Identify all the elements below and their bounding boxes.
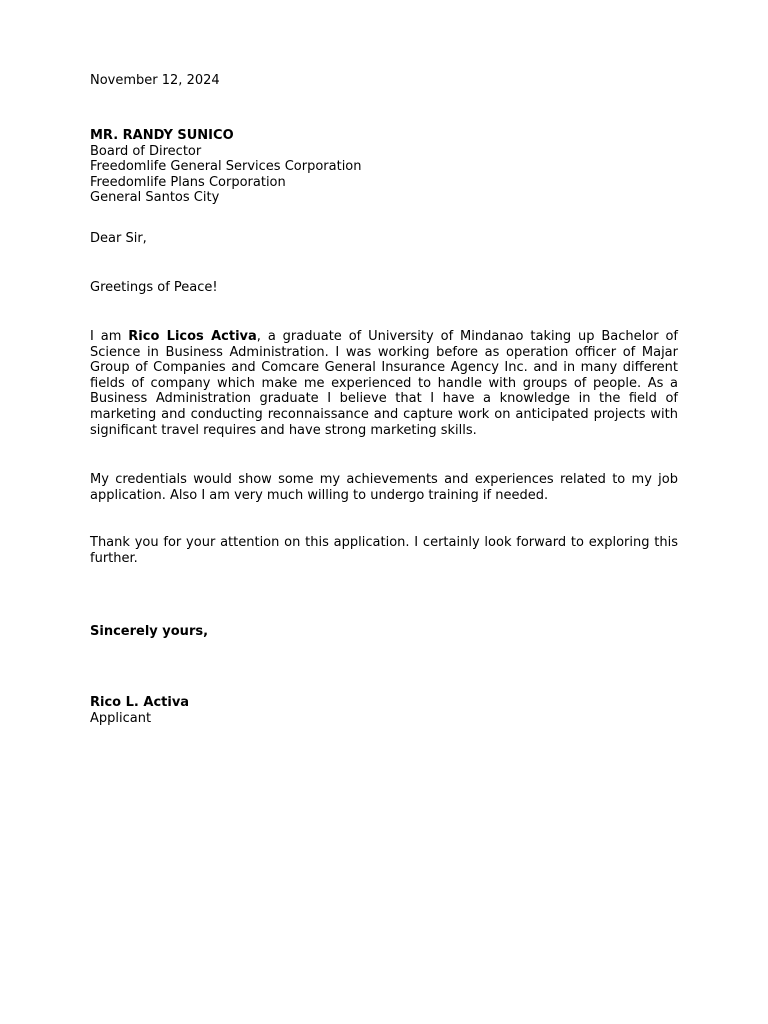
applicant-full-name: Rico Licos Activa — [128, 329, 257, 344]
body-paragraph-1 — [90, 329, 678, 438]
recipient-address — [90, 128, 678, 206]
recipient-title: Board of Director — [90, 143, 202, 159]
recipient-city: General Santos City — [90, 190, 220, 206]
closing — [90, 624, 678, 640]
greeting-text: Greetings of Peace! — [90, 280, 218, 295]
greeting — [90, 280, 678, 296]
letter-date — [90, 73, 678, 89]
body-paragraph-3: Thank you for your attention on this application. I certainly look forward to exploring this further. — [90, 535, 678, 566]
paragraph-1-rest: , a graduate of University of Mindanao taking up Bachelor of Science in Business Administration. I was working before as operation officer of Majar Group of Companies and Comcare General Insurance Agency Inc. and in many different fields of company which make me experienced to handle with groups of people. As a Business Administration graduate I believe that I have a knowledge in the field of marketing and conducting reconnaissance and capture work on anticipated projects with significant travel requires and have strong marketing skills. — [90, 329, 678, 438]
recipient-company-1: Freedomlife General Services Corporation — [90, 159, 362, 175]
signer-title: Applicant — [90, 710, 152, 726]
date-text: November 12, 2024 — [90, 73, 220, 88]
signature-block — [90, 695, 678, 726]
signer-name: Rico L. Activa — [90, 695, 190, 710]
body-paragraph-2: My credentials would show some my achievements and experiences related to my job application. Also I am very much willing to undergo training if needed. — [90, 472, 678, 503]
salutation-text: Dear Sir, — [90, 231, 147, 246]
recipient-company-2: Freedomlife Plans Corporation — [90, 174, 286, 190]
paragraph-1-lead: I am — [90, 329, 129, 344]
closing-text: Sincerely yours, — [90, 624, 209, 639]
salutation — [90, 231, 678, 247]
recipient-name: MR. RANDY SUNICO — [90, 128, 234, 143]
